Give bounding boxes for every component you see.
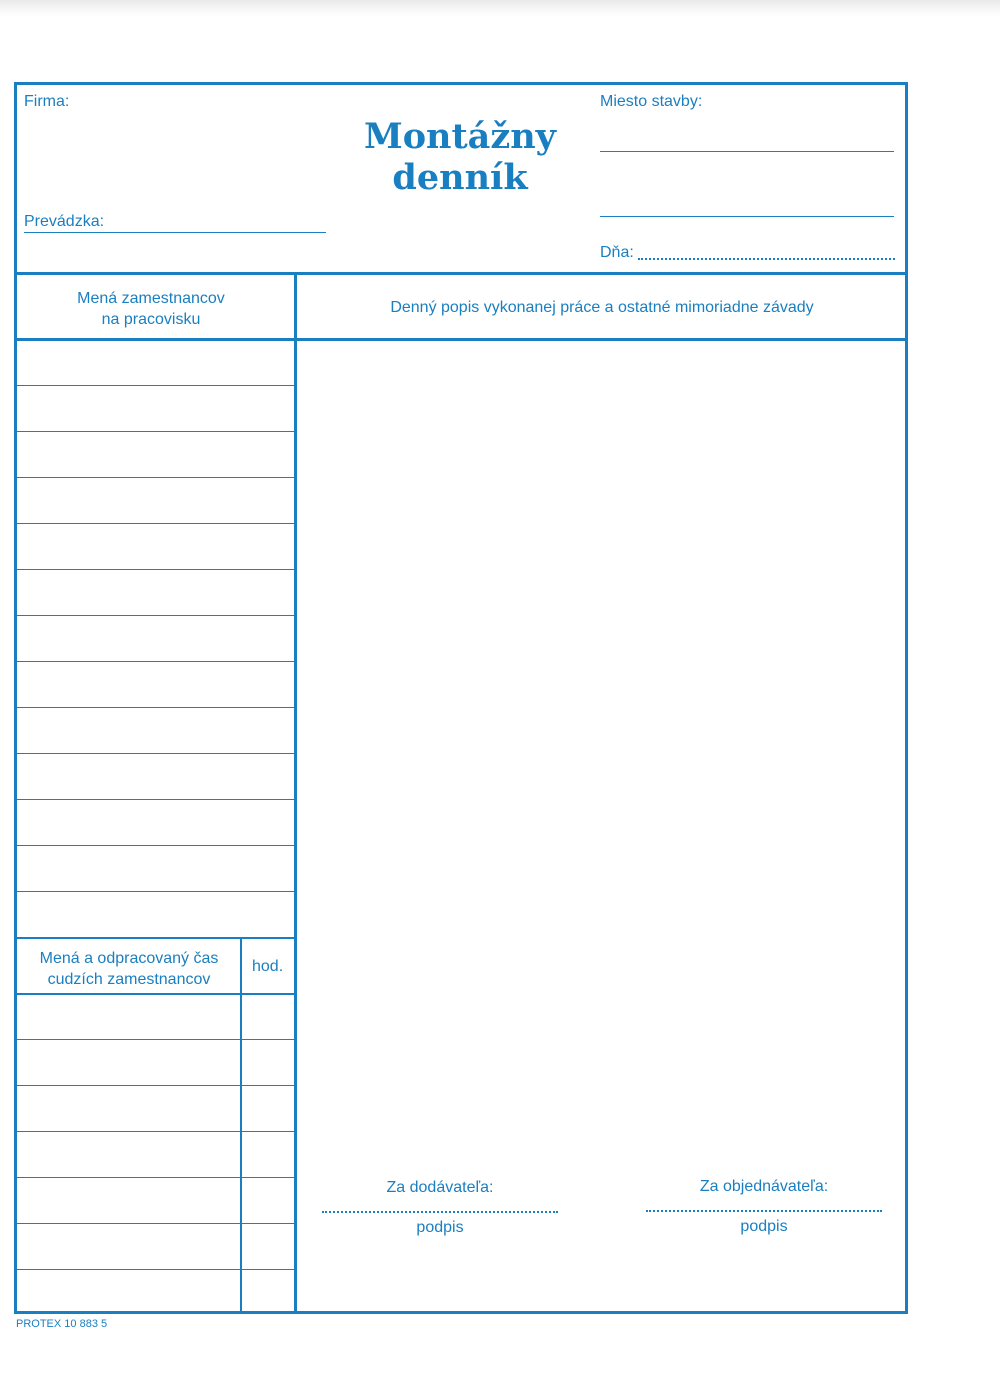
- form-frame: [14, 82, 908, 1314]
- page-title: [330, 116, 590, 198]
- foreign-header-line-2: cudzích zamestnancov: [47, 971, 211, 988]
- foreign-row-line: [15, 1177, 295, 1178]
- foreign-section-top: [15, 937, 295, 939]
- supplier-signature-caption: podpis: [416, 1219, 464, 1236]
- column-header-divider: [15, 338, 907, 341]
- prevadzka-label: Prevádzka:: [24, 213, 105, 230]
- main-column-divider: [294, 273, 297, 1313]
- hours-header: hod.: [252, 958, 284, 975]
- foreign-row-line: [15, 1131, 295, 1132]
- firma-label: Firma:: [24, 93, 70, 110]
- title-line-1: Montážny: [363, 116, 557, 157]
- name-row-line: [15, 523, 295, 524]
- name-row-line: [15, 891, 295, 892]
- miesto-line-2: [600, 216, 894, 217]
- foreign-header-divider: [15, 993, 295, 995]
- name-row-line: [15, 385, 295, 386]
- title-line-2: denník: [392, 157, 528, 198]
- description-column-header: Denný popis vykonanej práce a ostatné mimoriadne závady: [390, 299, 814, 316]
- name-row-line: [15, 753, 295, 754]
- names-column-header: [20, 288, 282, 330]
- miesto-line-1: [600, 151, 894, 152]
- prevadzka-underline: [24, 232, 326, 233]
- foreign-workers-header: [20, 948, 238, 990]
- foreign-row-line: [15, 1223, 295, 1224]
- miesto-stavby-label: Miesto stavby:: [600, 93, 703, 110]
- foreign-row-line: [15, 1269, 295, 1270]
- names-header-line-1: Mená zamestnancov: [77, 290, 225, 307]
- foreign-row-line: [15, 1085, 295, 1086]
- customer-signature-caption: podpis: [740, 1218, 788, 1235]
- foreign-header-line-1: Mená a odpracovaný čas: [39, 950, 219, 967]
- name-row-line: [15, 477, 295, 478]
- name-row-line: [15, 845, 295, 846]
- foreign-row-line: [15, 1039, 295, 1040]
- name-row-line: [15, 569, 295, 570]
- customer-label: Za objednávateľa:: [699, 1178, 829, 1195]
- supplier-label: Za dodávateľa:: [386, 1179, 494, 1196]
- dna-dotted-line: [638, 258, 895, 260]
- name-row-line: [15, 661, 295, 662]
- name-row-line: [15, 707, 295, 708]
- name-row-line: [15, 431, 295, 432]
- customer-signature-line: [646, 1210, 882, 1212]
- name-row-line: [15, 799, 295, 800]
- header-divider: [15, 272, 907, 275]
- form-code: PROTEX 10 883 5: [16, 1318, 108, 1330]
- names-header-line-2: na pracovisku: [101, 311, 201, 328]
- name-row-line: [15, 615, 295, 616]
- scan-edge: [0, 0, 1000, 16]
- supplier-signature-line: [322, 1211, 558, 1213]
- dna-label: Dňa:: [600, 244, 634, 261]
